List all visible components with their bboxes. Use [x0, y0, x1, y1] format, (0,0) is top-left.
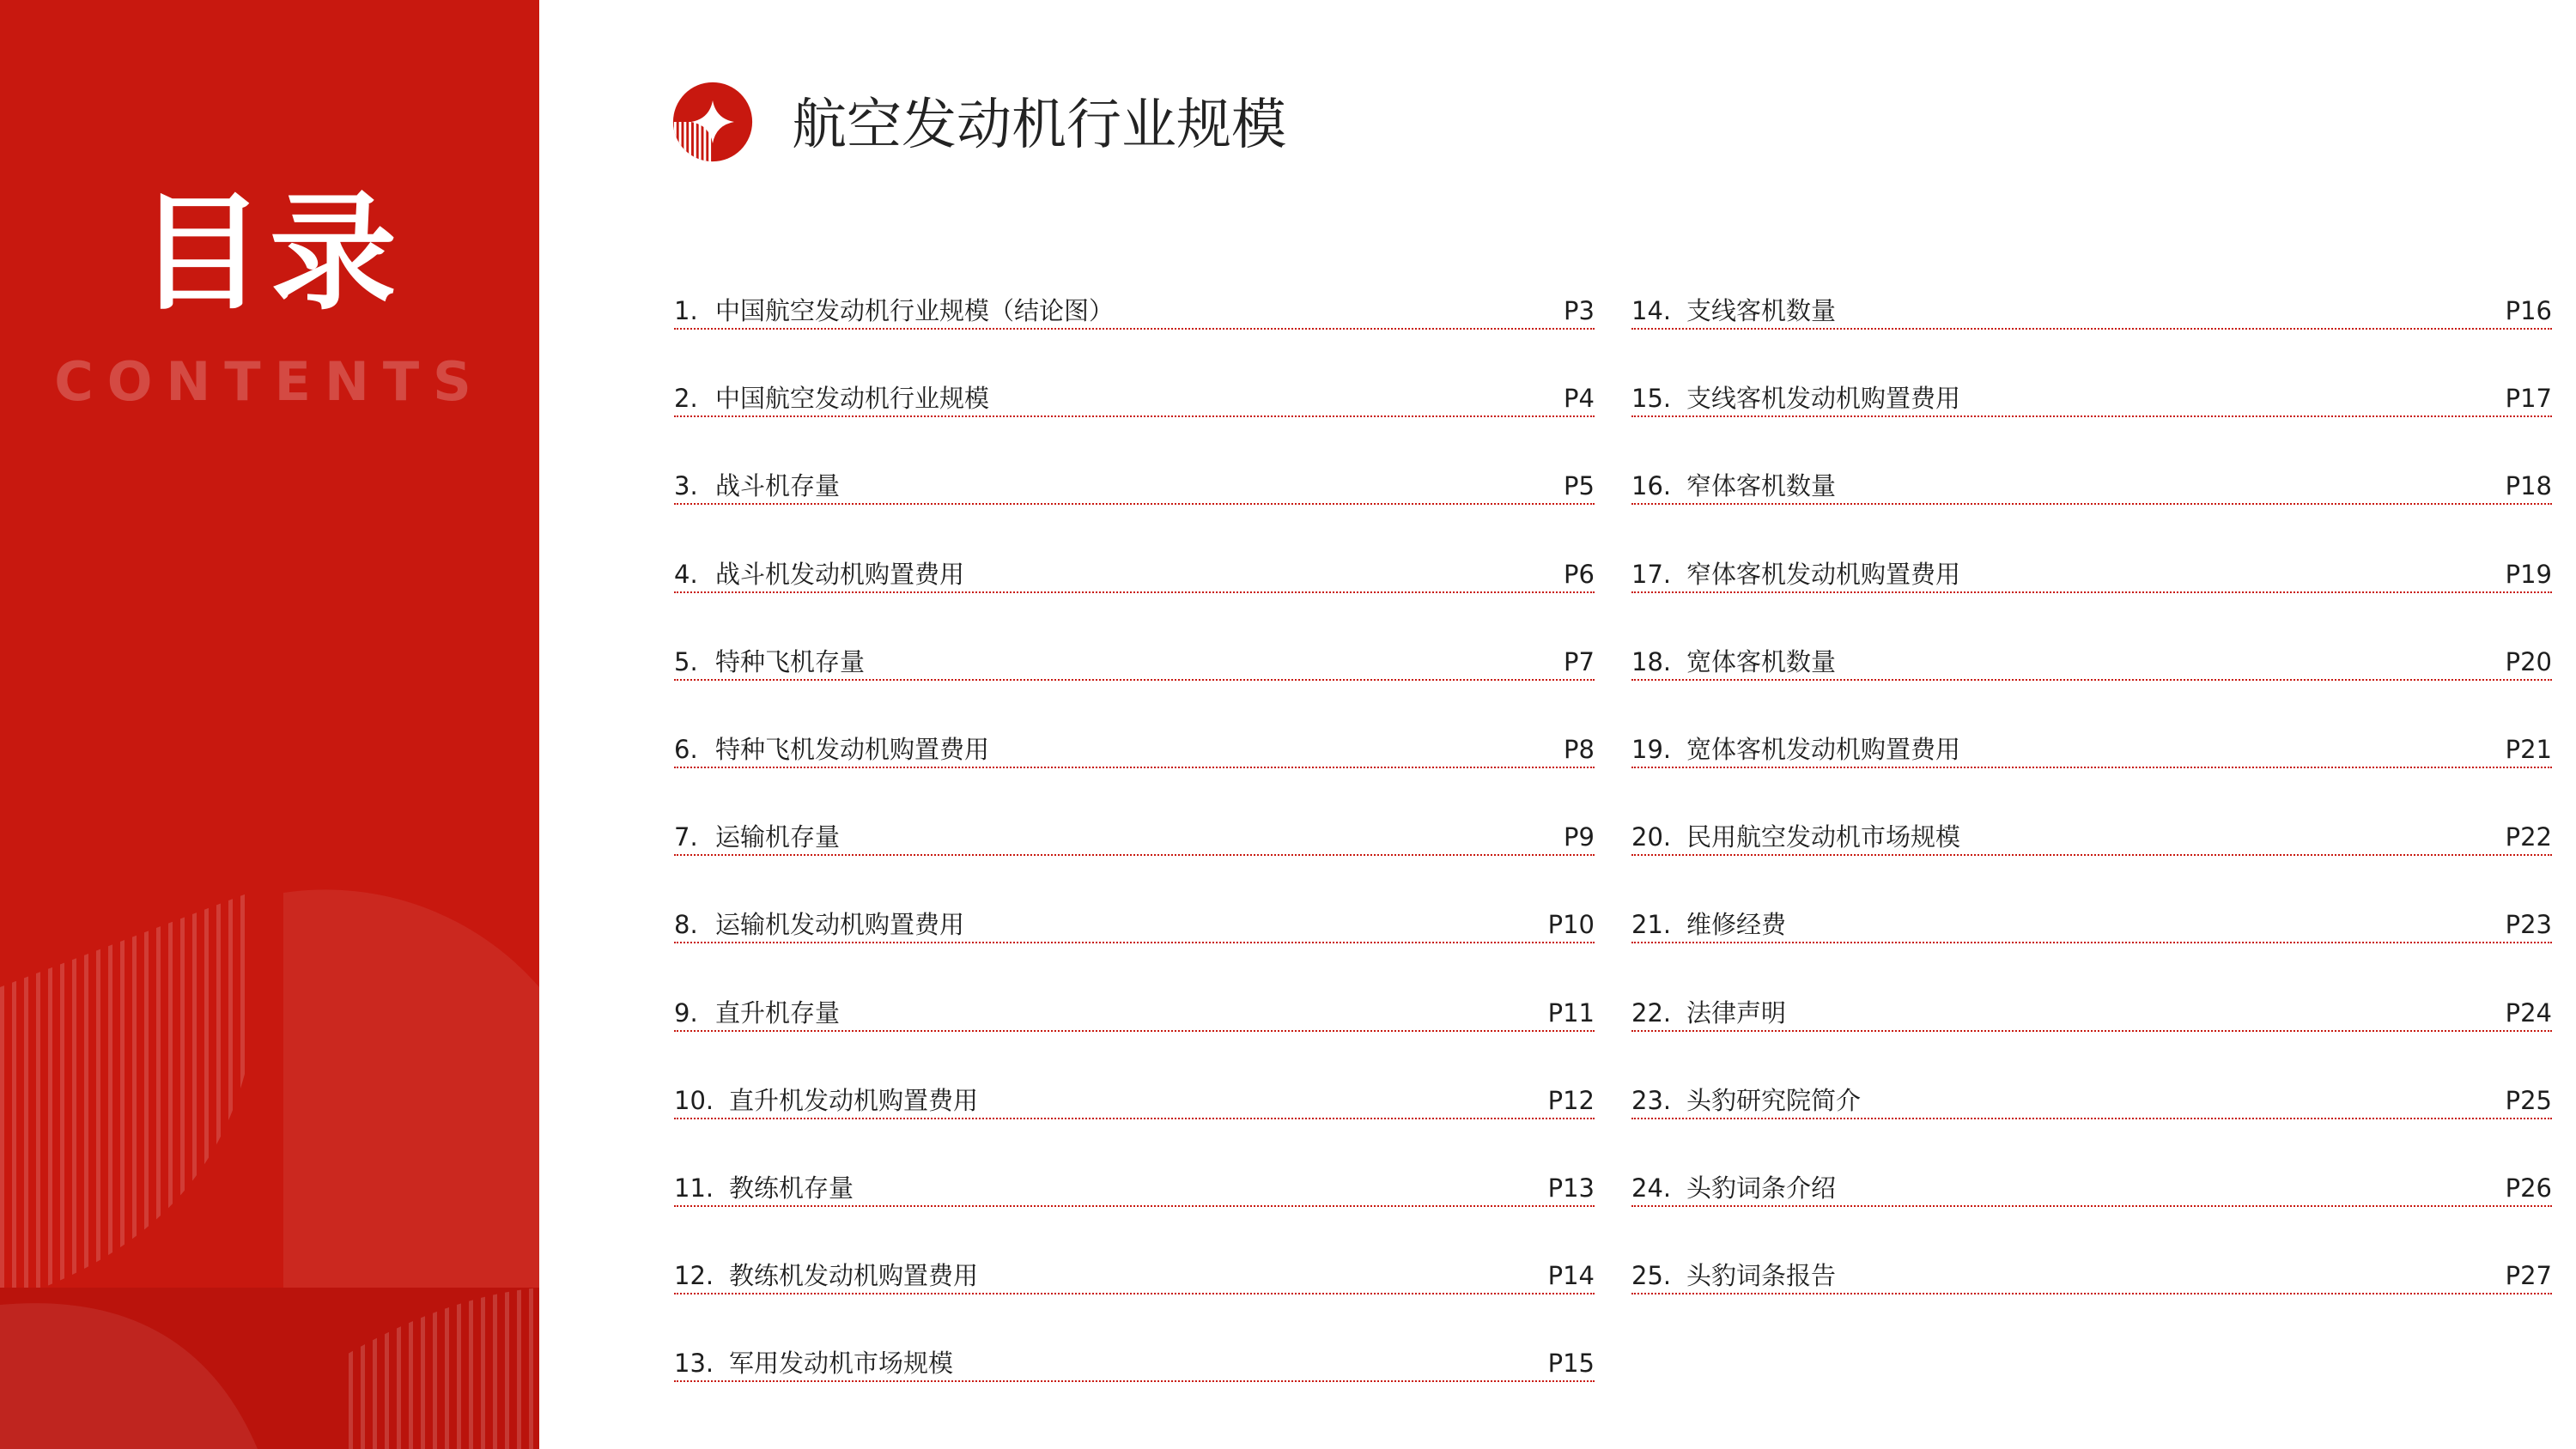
- toc-item-title: 特种飞机存量: [715, 646, 866, 676]
- toc-item-title: 宽体客机数量: [1686, 646, 1837, 676]
- toc-item-title: 头豹词条报告: [1686, 1261, 1837, 1291]
- toc-item-title: 窄体客机数量: [1686, 471, 1837, 501]
- toc-item-page: P6: [1564, 559, 1595, 589]
- toc-item[interactable]: [674, 557, 1595, 593]
- toc-item-page: P14: [1547, 1261, 1595, 1291]
- toc-item[interactable]: [1631, 381, 2552, 417]
- toc-item-page: P17: [2505, 384, 2552, 414]
- toc-item-number: 3.: [674, 471, 698, 501]
- toc-item-number: 20.: [1631, 822, 1672, 852]
- toc-item-number: 18.: [1631, 646, 1672, 676]
- toc-item-page: P19: [2505, 559, 2552, 589]
- toc-item-title: 中国航空发动机行业规模: [715, 384, 990, 414]
- toc-item[interactable]: [674, 907, 1595, 943]
- toc-item-number: 11.: [674, 1173, 714, 1203]
- red-circle-logo-icon: [671, 81, 754, 163]
- toc-item-title: 民用航空发动机市场规模: [1686, 822, 1961, 852]
- toc-item-number: 1.: [674, 296, 698, 325]
- toc-item-number: 24.: [1631, 1173, 1672, 1203]
- toc-item-number: 6.: [674, 735, 698, 764]
- toc-item-title: 窄体客机发动机购置费用: [1686, 559, 1961, 589]
- toc-item[interactable]: [674, 1171, 1595, 1207]
- toc-item-number: 14.: [1631, 296, 1672, 325]
- toc-item[interactable]: [674, 645, 1595, 681]
- toc-item-number: 23.: [1631, 1085, 1672, 1115]
- toc-item-title: 战斗机发动机购置费用: [715, 559, 965, 589]
- toc-item-number: 22.: [1631, 997, 1672, 1028]
- toc-item-page: P27: [2505, 1261, 2552, 1291]
- toc-item-number: 9.: [674, 997, 698, 1028]
- toc-item-page: P8: [1564, 735, 1595, 764]
- toc-item-title: 教练机存量: [729, 1173, 854, 1203]
- toc-item-page: P3: [1564, 296, 1595, 325]
- toc-item-number: 12.: [674, 1261, 714, 1291]
- toc-item-title: 头豹词条介绍: [1686, 1173, 1837, 1203]
- toc-item-title: 军用发动机市场规模: [729, 1349, 954, 1379]
- toc-item-number: 7.: [674, 822, 698, 852]
- toc-item[interactable]: [1631, 1083, 2552, 1119]
- toc-item-number: 25.: [1631, 1261, 1672, 1291]
- toc-item-page: P25: [2505, 1085, 2552, 1115]
- toc-item-page: P4: [1564, 384, 1595, 414]
- toc-item-title: 支线客机数量: [1686, 296, 1837, 325]
- toc-item-page: P5: [1564, 471, 1595, 501]
- toc-item-page: P10: [1547, 910, 1595, 940]
- toc-item-page: P13: [1547, 1173, 1595, 1203]
- toc-item[interactable]: [674, 469, 1595, 505]
- sidebar-panel: [0, 0, 539, 1449]
- toc-item-title: 宽体客机发动机购置费用: [1686, 735, 1961, 764]
- toc-item-number: 19.: [1631, 735, 1672, 764]
- toc-item[interactable]: [1631, 469, 2552, 505]
- toc-item[interactable]: [674, 294, 1595, 330]
- toc-item-number: 8.: [674, 910, 698, 940]
- toc-item[interactable]: [674, 1083, 1595, 1119]
- toc-item-title: 战斗机存量: [715, 471, 841, 501]
- toc-item[interactable]: [674, 1346, 1595, 1382]
- toc-item-page: P12: [1547, 1085, 1595, 1115]
- toc-item-number: 13.: [674, 1349, 714, 1379]
- toc-item[interactable]: [1631, 820, 2552, 856]
- toc-item-page: P11: [1547, 997, 1595, 1028]
- toc-item-number: 2.: [674, 384, 698, 414]
- toc-subheading: CONTENTS: [54, 350, 485, 413]
- toc-item-title: 支线客机发动机购置费用: [1686, 384, 1961, 414]
- toc-item-number: 4.: [674, 559, 698, 589]
- toc-item-page: P20: [2505, 646, 2552, 676]
- toc-item[interactable]: [1631, 645, 2552, 681]
- toc-item[interactable]: [1631, 732, 2552, 768]
- toc-item[interactable]: [1631, 557, 2552, 593]
- toc-item[interactable]: [674, 381, 1595, 417]
- toc-item[interactable]: [1631, 907, 2552, 943]
- toc-item-number: 17.: [1631, 559, 1672, 589]
- toc-item-number: 21.: [1631, 910, 1672, 940]
- toc-item-title: 运输机存量: [715, 822, 841, 852]
- toc-item-title: 头豹研究院简介: [1686, 1085, 1862, 1115]
- toc-item-number: 10.: [674, 1085, 714, 1115]
- toc-item-title: 法律声明: [1686, 997, 1787, 1028]
- toc-item-title: 运输机发动机购置费用: [715, 910, 965, 940]
- toc-item[interactable]: [674, 996, 1595, 1032]
- toc-item[interactable]: [674, 732, 1595, 768]
- toc-item-number: 16.: [1631, 471, 1672, 501]
- page-title: 航空发动机行业规模: [792, 94, 1286, 157]
- toc-item[interactable]: [1631, 1171, 2552, 1207]
- toc-item[interactable]: [1631, 996, 2552, 1032]
- toc-item-title: 直升机发动机购置费用: [729, 1085, 979, 1115]
- toc-item-page: P7: [1564, 646, 1595, 676]
- toc-item-page: P18: [2505, 471, 2552, 501]
- toc-item-page: P26: [2505, 1173, 2552, 1203]
- toc-item-title: 维修经费: [1686, 910, 1787, 940]
- toc-item-number: 5.: [674, 646, 698, 676]
- toc-item-page: P21: [2505, 735, 2552, 764]
- toc-item[interactable]: [1631, 1258, 2552, 1294]
- toc-item-title: 中国航空发动机行业规模（结论图）: [715, 296, 1115, 325]
- toc-item[interactable]: [674, 1258, 1595, 1294]
- toc-item[interactable]: [1631, 294, 2552, 330]
- toc-item-page: P15: [1547, 1349, 1595, 1379]
- toc-heading: 目录: [137, 179, 402, 327]
- toc-item-page: P22: [2505, 822, 2552, 852]
- toc-item-title: 直升机存量: [715, 997, 841, 1028]
- toc-item-page: P9: [1564, 822, 1595, 852]
- toc-item-title: 教练机发动机购置费用: [729, 1261, 979, 1291]
- toc-item-title: 特种飞机发动机购置费用: [715, 735, 990, 764]
- toc-item-page: P24: [2505, 997, 2552, 1028]
- toc-item[interactable]: [674, 820, 1595, 856]
- toc-item-page: P16: [2505, 296, 2552, 325]
- toc-item-page: P23: [2505, 910, 2552, 940]
- toc-item-number: 15.: [1631, 384, 1672, 414]
